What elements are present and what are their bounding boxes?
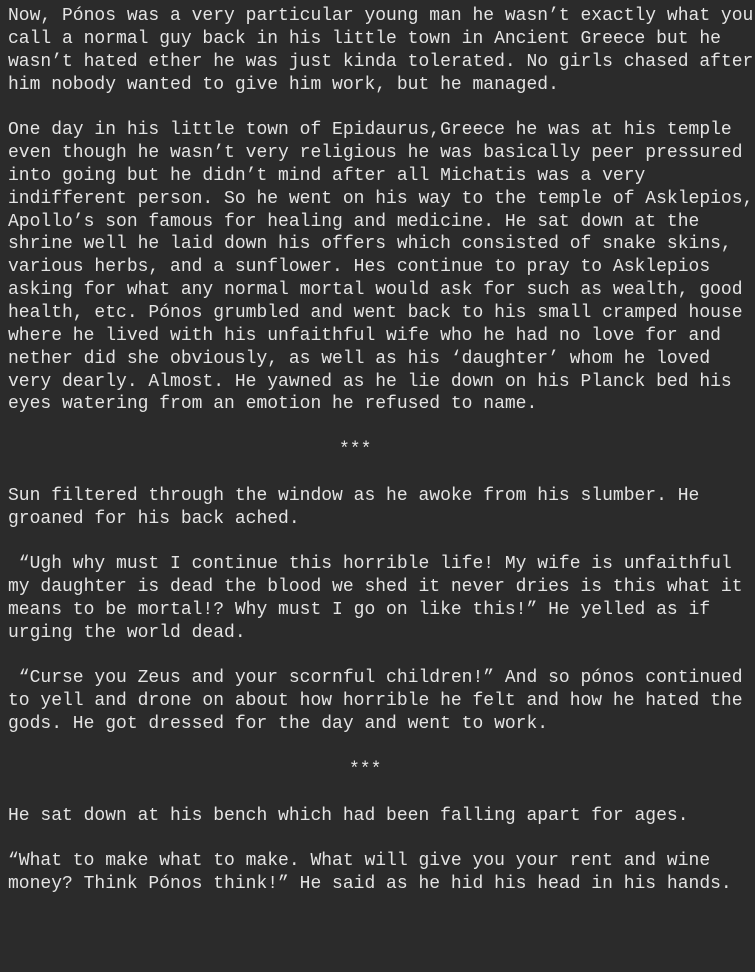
- text-line: “Curse you Zeus and your scornful children!” And so pónos continued: [8, 668, 743, 689]
- text-line: Apollo’s son famous for healing and medicine. He sat down at the: [8, 211, 700, 232]
- text-line: money? Think Pónos think!” He said as he hid his head in his hands.: [8, 874, 732, 895]
- section-separator: ***: [349, 759, 382, 780]
- text-line: Now, Pónos was a very particular young man he wasn’t exactly what you: [8, 6, 754, 26]
- paragraph: [8, 805, 755, 828]
- text-line: call a normal guy back in his little town in Ancient Greece but he: [8, 28, 721, 49]
- text-line: where he lived with his unfaithful wife who he had no love for and: [8, 325, 721, 346]
- text-line: means to be mortal!? Why must I go on like this!” He yelled as if: [8, 599, 711, 620]
- text-line: him nobody wanted to give him work, but he managed.: [8, 74, 559, 95]
- paragraph: [8, 119, 755, 416]
- text-line: to yell and drone on about how horrible he felt and how he hated the: [8, 691, 743, 712]
- text-line: eyes watering from an emotion he refused to name.: [8, 394, 538, 415]
- text-line: One day in his little town of Epidaurus,Greece he was at his temple: [8, 120, 732, 141]
- text-line: indifferent person. So he went on his way to the temple of Asklepios,: [8, 188, 754, 209]
- text-line: shrine well he laid down his offers which consisted of snake skins,: [8, 234, 732, 255]
- paragraph: [8, 850, 755, 896]
- paragraph: [8, 5, 755, 96]
- text-line: groaned for his back ached.: [8, 508, 300, 529]
- section-separator: ***: [339, 440, 372, 461]
- text-line: health, etc. Pónos grumbled and went back to his small cramped house: [8, 302, 743, 323]
- paragraph: [8, 553, 755, 644]
- text-line: even though he wasn’t very religious he was basically peer pressured: [8, 143, 743, 164]
- text-line: various herbs, and a sunflower. Hes continue to pray to Asklepios: [8, 257, 711, 278]
- text-line: wasn’t hated ether he was just kinda tolerated. No girls chased after: [8, 51, 754, 72]
- text-line: He sat down at his bench which had been falling apart for ages.: [8, 805, 689, 826]
- text-line: gods. He got dressed for the day and went to work.: [8, 714, 549, 735]
- text-line: “What to make what to make. What will give you your rent and wine: [8, 851, 711, 872]
- paragraph: [8, 485, 755, 531]
- text-line: very dearly. Almost. He yawned as he lie down on his Planck bed his: [8, 371, 732, 392]
- text-line: Sun filtered through the window as he awoke from his slumber. He: [8, 485, 700, 506]
- text-line: nether did she obviously, as well as his ‘daughter’ whom he loved: [8, 348, 711, 369]
- text-line: my daughter is dead the blood we shed it never dries is this what it: [8, 577, 743, 598]
- text-line: asking for what any normal mortal would ask for such as wealth, good: [8, 280, 743, 301]
- text-line: “Ugh why must I continue this horrible life! My wife is unfaithful: [8, 554, 732, 575]
- text-line: into going but he didn’t mind after all Michatis was a very: [8, 165, 646, 186]
- paragraph: [8, 667, 755, 736]
- text-line: urging the world dead.: [8, 622, 246, 643]
